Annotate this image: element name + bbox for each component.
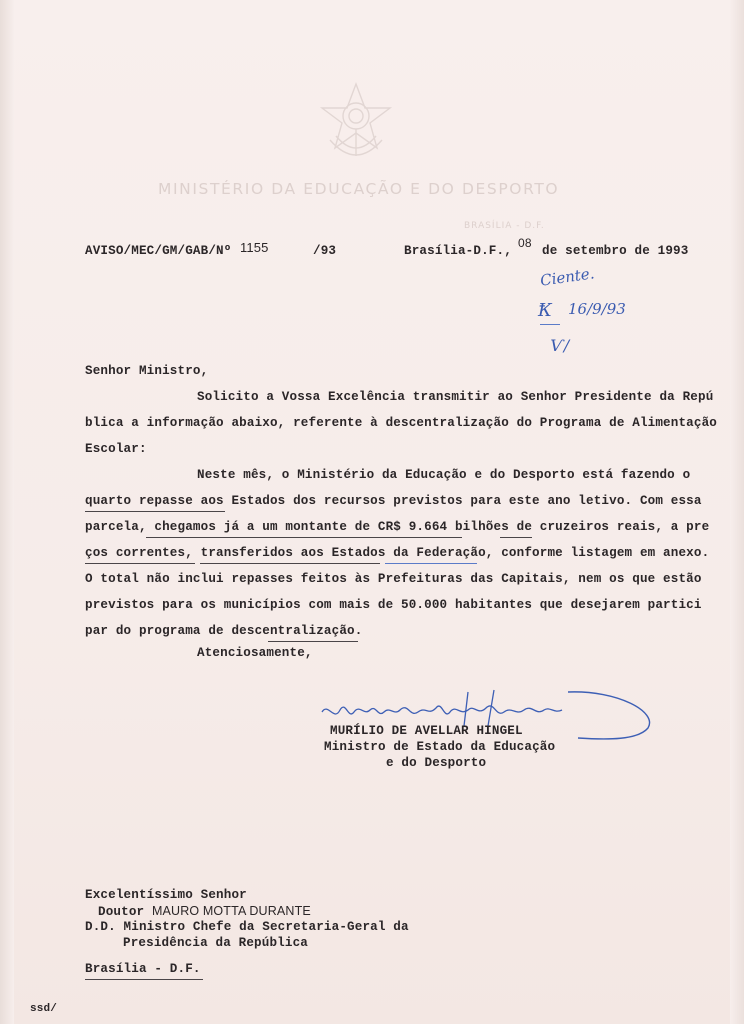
addressee-name: MAURO MOTTA DURANTE [151, 904, 311, 918]
underline-mark [268, 641, 358, 642]
addressee-prefix: Doutor [98, 905, 145, 919]
aviso-date: de setembro de 1993 [542, 244, 689, 258]
body-line: quarto repasse aos Estados dos recursos previstos para este ano letivo. Com essa [85, 494, 702, 508]
body-line: parcela, chegamos já a um montante de CR$ 9.664 bilhões de cruzeiros reais, a pre [85, 520, 710, 534]
closing: Atenciosamente, [197, 646, 313, 660]
city-emboss-stamp: BRASÍLIA - D.F. [464, 221, 545, 231]
paper-edge-right [730, 0, 744, 1024]
addressee-line: Presidência da República [123, 936, 308, 950]
body-line: Neste mês, o Ministério da Educação e do Desporto está fazendo o [197, 468, 691, 482]
underline-mark [146, 537, 462, 538]
ministry-emboss-heading: MINISTÉRIO DA EDUCAÇÃO E DO DESPORTO [158, 180, 560, 198]
body-line: ços correntes, transferidos aos Estados da Federação, conforme listagem em anexo. [85, 546, 710, 560]
body-line: previstos para os municípios com mais de 50.000 habitantes que desejarem partici [85, 598, 702, 612]
addressee-line: D.D. Ministro Chefe da Secretaria-Geral da [85, 920, 409, 934]
body-line: blica a informação abaixo, referente à descentralização do Programa de Alimentação [85, 416, 718, 430]
addressee-line [98, 904, 311, 919]
underline-mark [85, 511, 225, 512]
paper-edge-left [0, 0, 14, 1024]
aviso-prefix: AVISO/MEC/GM/GAB/Nº [85, 244, 232, 258]
signatory-title: e do Desporto [386, 756, 487, 770]
body-line: Solicito a Vossa Excelência transmitir ao Senhor Presidente da Repú [197, 390, 714, 404]
body-line: Escolar: [85, 442, 147, 456]
body-line: par do programa de descentralização. [85, 624, 363, 638]
aviso-place: Brasília-D.F., [404, 244, 512, 258]
annotation-underline [540, 324, 560, 325]
salutation: Senhor Ministro, [85, 364, 209, 378]
aviso-year: /93 [313, 244, 337, 258]
coat-of-arms-emboss-icon [316, 78, 396, 168]
underline-mark [200, 563, 380, 564]
annotation-initials-2: Ѵ/ [550, 336, 570, 355]
aviso-number: 1155 [240, 240, 269, 255]
underline-mark [500, 537, 532, 538]
signatory-title: Ministro de Estado da Educação [324, 740, 556, 754]
typist-initials: ssd/ [30, 1003, 58, 1015]
body-line: O total não inclui repasses feitos às Prefeituras das Capitais, nem os que estão [85, 572, 702, 586]
aviso-day: 08 [518, 236, 532, 250]
underline-mark [85, 563, 195, 564]
signatory-name: MURÍLIO DE AVELLAR HINGEL [330, 724, 523, 738]
underline-mark [85, 979, 203, 980]
ciente-annotation: Ciente. [539, 264, 596, 290]
pen-underline-mark [385, 563, 477, 564]
addressee-city: Brasília - D.F. [85, 962, 201, 976]
annotation-initials: Ҟ [538, 300, 552, 321]
addressee-line: Excelentíssimo Senhor [85, 888, 247, 902]
annotation-date: 16/9/93 [568, 300, 626, 318]
